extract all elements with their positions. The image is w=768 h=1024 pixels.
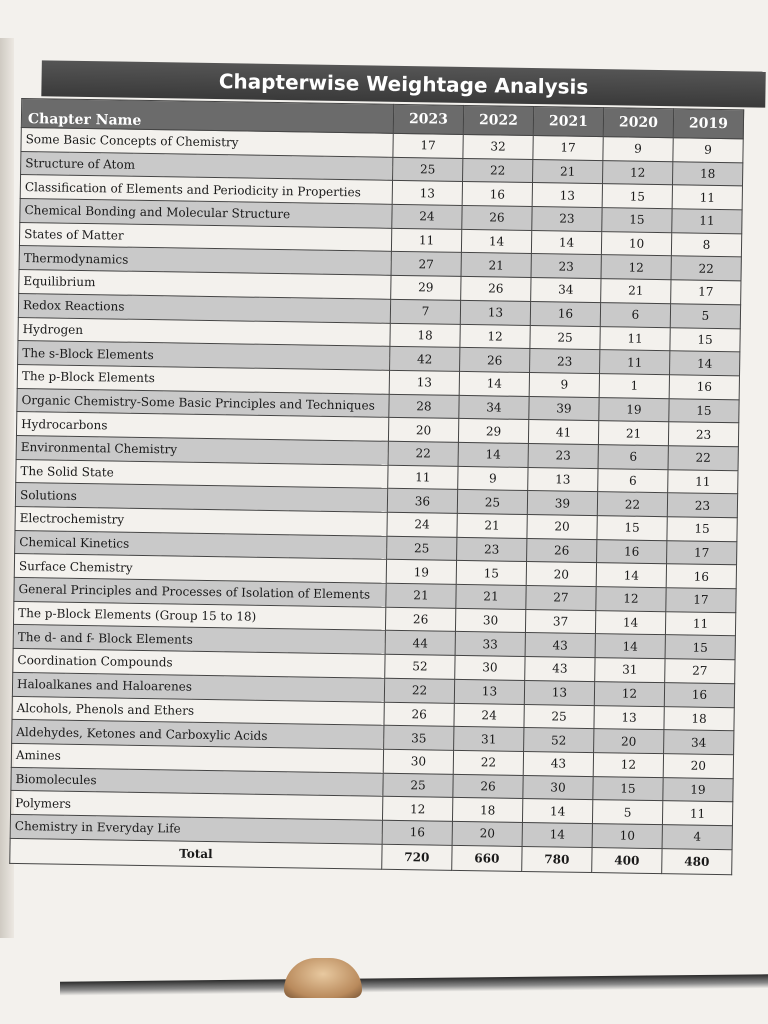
year-value-cell: 19 xyxy=(386,560,456,585)
weightage-table xyxy=(9,98,744,875)
chapter-name-header: Chapter Name xyxy=(21,99,393,134)
year-value-cell: 29 xyxy=(458,419,528,444)
year-value-cell: 30 xyxy=(455,656,525,681)
year-value-cell: 15 xyxy=(665,635,735,660)
year-value-cell: 12 xyxy=(460,324,530,349)
year-value-cell: 21 xyxy=(456,584,526,609)
total-cell: 660 xyxy=(452,845,522,871)
year-value-cell: 15 xyxy=(456,561,526,586)
year-value-cell: 16 xyxy=(530,301,600,326)
year-value-cell: 14 xyxy=(595,610,665,635)
year-value-cell: 6 xyxy=(598,468,668,493)
year-value-cell: 14 xyxy=(458,442,528,467)
year-value-cell: 25 xyxy=(383,773,453,798)
year-value-cell: 24 xyxy=(454,703,524,728)
year-value-cell: 18 xyxy=(452,798,522,823)
total-cell: 480 xyxy=(662,848,732,874)
chapter-name-cell: Organic Chemistry-Some Basic Principles and Techniques xyxy=(17,388,389,418)
year-value-cell: 33 xyxy=(455,632,525,657)
year-value-cell: 1 xyxy=(599,373,669,398)
year-value-cell: 17 xyxy=(666,588,736,613)
chapter-name-cell: Chemistry in Everyday Life xyxy=(10,814,382,844)
year-value-cell: 26 xyxy=(460,348,530,373)
chapter-name-cell: Structure of Atom xyxy=(21,151,393,181)
year-value-cell: 20 xyxy=(527,514,597,539)
year-value-cell: 41 xyxy=(528,420,598,445)
chapter-name-cell: Biomolecules xyxy=(11,767,383,797)
year-value-cell: 21 xyxy=(601,279,671,304)
year-value-cell: 16 xyxy=(382,820,452,845)
year-value-cell: 34 xyxy=(531,278,601,303)
year-value-cell: 16 xyxy=(664,682,734,707)
year-value-cell: 44 xyxy=(385,631,455,656)
year-value-cell: 8 xyxy=(671,232,741,257)
year-value-cell: 21 xyxy=(598,421,668,446)
year-value-cell: 19 xyxy=(599,397,669,422)
year-value-cell: 14 xyxy=(522,799,592,824)
year-value-cell: 15 xyxy=(669,398,739,423)
year-value-cell: 43 xyxy=(525,633,595,658)
year-value-cell: 26 xyxy=(453,774,523,799)
year-value-cell: 27 xyxy=(391,252,461,277)
year-value-cell: 16 xyxy=(597,539,667,564)
year-value-cell: 22 xyxy=(388,441,458,466)
year-value-cell: 26 xyxy=(462,205,532,230)
chapter-name-cell: Haloalkanes and Haloarenes xyxy=(12,672,384,702)
total-cell: 780 xyxy=(522,846,592,872)
year-value-cell: 22 xyxy=(463,158,533,183)
year-value-cell: 26 xyxy=(461,277,531,302)
year-value-cell: 9 xyxy=(458,466,528,491)
year-value-cell: 16 xyxy=(666,564,736,589)
year-value-cell: 7 xyxy=(390,299,460,324)
year-value-cell: 29 xyxy=(391,275,461,300)
year-value-cell: 21 xyxy=(457,513,527,538)
year-value-cell: 22 xyxy=(597,492,667,517)
year-value-cell: 22 xyxy=(668,446,738,471)
year-value-cell: 11 xyxy=(391,228,461,253)
year-value-cell: 9 xyxy=(673,138,743,163)
finger-image xyxy=(284,958,362,998)
year-value-cell: 24 xyxy=(392,204,462,229)
chapter-name-cell: Solutions xyxy=(15,483,387,513)
chapter-name-cell: States of Matter xyxy=(19,222,391,252)
chapter-name-cell: The d- and f- Block Elements xyxy=(13,625,385,655)
year-value-cell: 13 xyxy=(389,370,459,395)
year-value-cell: 43 xyxy=(523,751,593,776)
year-value-cell: 13 xyxy=(528,467,598,492)
total-cell: 400 xyxy=(592,847,662,873)
year-value-cell: 14 xyxy=(531,230,601,255)
year-value-cell: 15 xyxy=(597,516,667,541)
page-bottom-edge xyxy=(60,974,768,995)
year-value-cell: 15 xyxy=(670,327,740,352)
year-value-cell: 34 xyxy=(664,730,734,755)
year-value-cell: 14 xyxy=(522,822,592,847)
year-value-cell: 16 xyxy=(669,375,739,400)
total-label: Total xyxy=(10,838,382,869)
year-value-cell: 12 xyxy=(596,587,666,612)
year-value-cell: 28 xyxy=(389,394,459,419)
year-value-cell: 36 xyxy=(387,489,457,514)
chapter-name-cell: Aldehydes, Ketones and Carboxylic Acids xyxy=(12,720,384,750)
year-value-cell: 13 xyxy=(454,679,524,704)
year-value-cell: 23 xyxy=(532,207,602,232)
year-value-cell: 20 xyxy=(388,418,458,443)
year-value-cell: 10 xyxy=(592,823,662,848)
chapter-name-cell: Amines xyxy=(11,743,383,773)
year-value-cell: 12 xyxy=(601,255,671,280)
year-value-cell: 11 xyxy=(600,326,670,351)
chapter-name-cell: Chemical Kinetics xyxy=(15,530,387,560)
year-value-cell: 34 xyxy=(459,395,529,420)
year-value-cell: 17 xyxy=(667,540,737,565)
year-value-cell: 11 xyxy=(672,185,742,210)
year-value-cell: 26 xyxy=(384,702,454,727)
year-value-cell: 11 xyxy=(600,350,670,375)
year-value-cell: 6 xyxy=(598,445,668,470)
year-value-cell: 12 xyxy=(594,681,664,706)
year-value-cell: 23 xyxy=(668,422,738,447)
year-value-cell: 19 xyxy=(663,777,733,802)
year-value-cell: 13 xyxy=(594,705,664,730)
year-value-cell: 25 xyxy=(530,325,600,350)
year-value-cell: 12 xyxy=(593,752,663,777)
year-value-cell: 52 xyxy=(385,654,455,679)
year-value-cell: 13 xyxy=(392,181,462,206)
year-value-cell: 26 xyxy=(385,607,455,632)
year-value-cell: 27 xyxy=(526,586,596,611)
year-value-cell: 11 xyxy=(672,209,742,234)
chapter-name-cell: Alcohols, Phenols and Ethers xyxy=(12,696,384,726)
year-value-cell: 14 xyxy=(459,371,529,396)
year-value-cell: 18 xyxy=(672,161,742,186)
year-value-cell: 20 xyxy=(663,754,733,779)
year-value-cell: 11 xyxy=(668,469,738,494)
year-value-cell: 32 xyxy=(463,134,533,159)
year-value-cell: 22 xyxy=(453,750,523,775)
chapter-name-cell: Surface Chemistry xyxy=(14,554,386,584)
year-header: 2020 xyxy=(603,108,673,138)
year-value-cell: 14 xyxy=(670,351,740,376)
year-value-cell: 30 xyxy=(523,775,593,800)
year-value-cell: 39 xyxy=(527,491,597,516)
chapter-name-cell: Equilibrium xyxy=(19,270,391,300)
year-value-cell: 14 xyxy=(595,634,665,659)
year-value-cell: 39 xyxy=(529,396,599,421)
chapter-name-cell: Chemical Bonding and Molecular Structure xyxy=(20,199,392,229)
year-value-cell: 5 xyxy=(592,800,662,825)
chapter-name-cell: Environmental Chemistry xyxy=(16,435,388,465)
year-value-cell: 11 xyxy=(388,465,458,490)
year-value-cell: 23 xyxy=(531,254,601,279)
chapter-name-cell: The p-Block Elements xyxy=(17,364,389,394)
year-value-cell: 17 xyxy=(393,133,463,158)
year-value-cell: 31 xyxy=(595,658,665,683)
year-value-cell: 16 xyxy=(462,182,532,207)
chapter-name-cell: Some Basic Concepts of Chemistry xyxy=(21,127,393,157)
year-value-cell: 25 xyxy=(457,490,527,515)
year-value-cell: 23 xyxy=(528,443,598,468)
year-header: 2021 xyxy=(533,107,603,137)
year-value-cell: 13 xyxy=(524,680,594,705)
year-value-cell: 4 xyxy=(662,825,732,850)
year-value-cell: 12 xyxy=(382,797,452,822)
chapter-name-cell: The s-Block Elements xyxy=(18,341,390,371)
year-value-cell: 10 xyxy=(601,231,671,256)
year-value-cell: 52 xyxy=(524,728,594,753)
chapter-name-cell: Hydrocarbons xyxy=(16,412,388,442)
chapter-name-cell: The Solid State xyxy=(16,459,388,489)
year-value-cell: 11 xyxy=(662,801,732,826)
year-value-cell: 17 xyxy=(533,136,603,161)
year-value-cell: 23 xyxy=(457,537,527,562)
year-value-cell: 18 xyxy=(664,706,734,731)
year-value-cell: 21 xyxy=(386,583,456,608)
year-value-cell: 9 xyxy=(603,137,673,162)
year-value-cell: 22 xyxy=(671,256,741,281)
year-value-cell: 24 xyxy=(387,512,457,537)
year-value-cell: 43 xyxy=(525,657,595,682)
year-value-cell: 21 xyxy=(461,253,531,278)
year-header: 2023 xyxy=(393,104,463,134)
year-value-cell: 5 xyxy=(670,304,740,329)
year-value-cell: 18 xyxy=(390,323,460,348)
year-value-cell: 42 xyxy=(390,347,460,372)
chapter-name-cell: Redox Reactions xyxy=(18,293,390,323)
year-value-cell: 17 xyxy=(671,280,741,305)
chapter-name-cell: Classification of Elements and Periodicity in Properties xyxy=(20,175,392,205)
year-value-cell: 6 xyxy=(600,302,670,327)
year-value-cell: 26 xyxy=(527,538,597,563)
total-cell: 720 xyxy=(382,844,452,870)
year-value-cell: 13 xyxy=(532,183,602,208)
year-value-cell: 9 xyxy=(529,372,599,397)
chapter-name-cell: Polymers xyxy=(11,791,383,821)
year-value-cell: 22 xyxy=(384,678,454,703)
year-value-cell: 31 xyxy=(454,727,524,752)
chapter-name-cell: Coordination Compounds xyxy=(13,649,385,679)
year-value-cell: 25 xyxy=(524,704,594,729)
year-value-cell: 30 xyxy=(383,749,453,774)
year-value-cell: 13 xyxy=(460,300,530,325)
year-value-cell: 15 xyxy=(602,208,672,233)
year-value-cell: 15 xyxy=(602,184,672,209)
year-value-cell: 21 xyxy=(533,159,603,184)
year-value-cell: 20 xyxy=(452,821,522,846)
year-value-cell: 20 xyxy=(594,729,664,754)
year-value-cell: 30 xyxy=(455,608,525,633)
year-value-cell: 14 xyxy=(596,563,666,588)
chapter-name-cell: Thermodynamics xyxy=(19,246,391,276)
year-value-cell: 37 xyxy=(525,609,595,634)
year-header: 2022 xyxy=(463,105,533,135)
year-value-cell: 15 xyxy=(667,517,737,542)
year-value-cell: 12 xyxy=(602,160,672,185)
year-value-cell: 14 xyxy=(461,229,531,254)
year-value-cell: 27 xyxy=(665,659,735,684)
year-value-cell: 15 xyxy=(593,776,663,801)
chapter-name-cell: Electrochemistry xyxy=(15,506,387,536)
year-value-cell: 23 xyxy=(530,349,600,374)
page-title: Chapterwise Weightage Analysis xyxy=(41,60,765,107)
document-sheet xyxy=(9,52,768,894)
chapter-name-cell: General Principles and Processes of Isolation of Elements xyxy=(14,578,386,608)
chapter-name-cell: The p-Block Elements (Group 15 to 18) xyxy=(14,601,386,631)
year-value-cell: 20 xyxy=(526,562,596,587)
year-value-cell: 11 xyxy=(665,611,735,636)
year-value-cell: 23 xyxy=(667,493,737,518)
year-value-cell: 25 xyxy=(393,157,463,182)
year-value-cell: 25 xyxy=(387,536,457,561)
table-body xyxy=(10,127,743,849)
year-header: 2019 xyxy=(673,109,743,139)
year-value-cell: 35 xyxy=(384,725,454,750)
chapter-name-cell: Hydrogen xyxy=(18,317,390,347)
